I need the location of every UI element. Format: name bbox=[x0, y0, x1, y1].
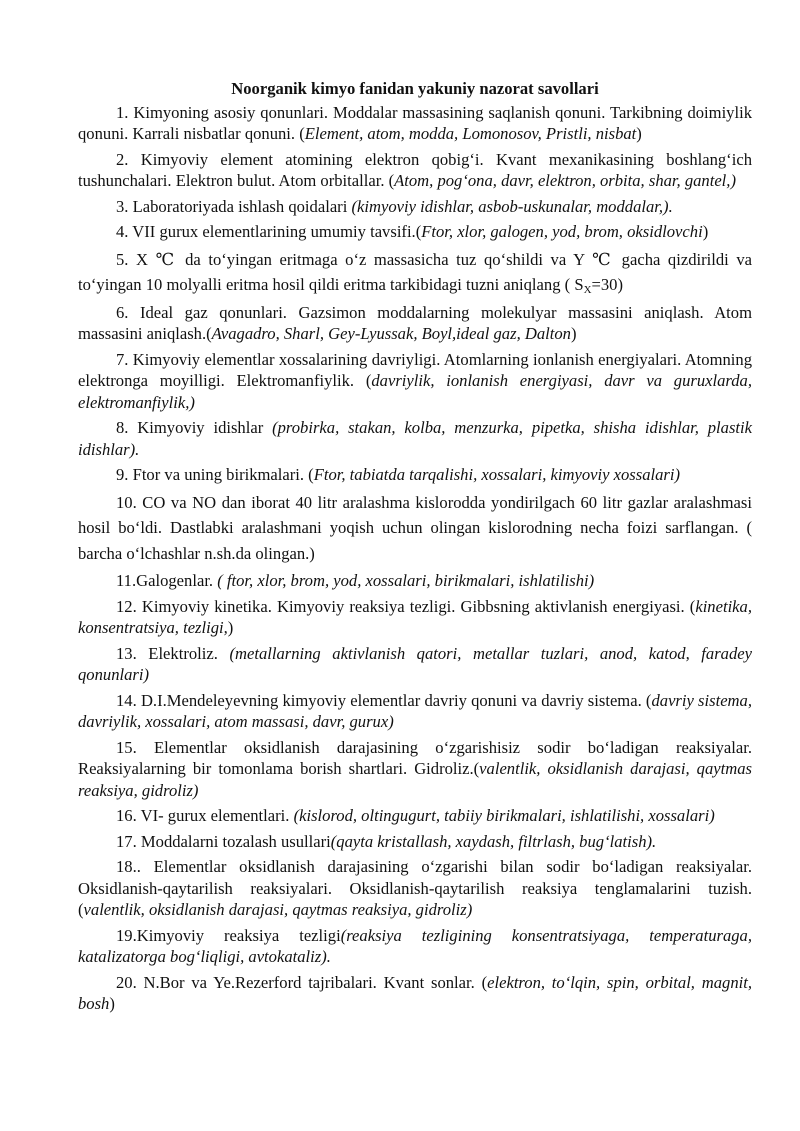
question-2: 2. Kimyoviy element atomining elektron qobig‘i. Kvant mexanikasining boshlang‘ich tushunchalari. Elektron bulut. Atom orbitallar. (Atom, pog‘ona, davr, elektron, orbita, shar, gantel,) bbox=[78, 149, 752, 190]
question-14: 14. D.I.Mendeleyevning kimyoviy elementlar davriy qonuni va davriy sistema. (davriy sistema, davriylik, xossalari, atom massasi, davr, gurux) bbox=[78, 690, 752, 731]
question-10: 10. CO va NO dan iborat 40 litr aralashma kislorodda yondirilgach 60 litr gazlar aralashmasi hosil bo‘ldi. Dastlabki aralashmani yoqish uchun olingan kislorodning necha foizi sarflangan. ( barcha o‘lchashlar n.sh.da olingan.) bbox=[78, 492, 752, 563]
question-18: 18.. Elementlar oksidlanish darajasining o‘zgarishi bilan sodir bo‘ladigan reaksiyalar. Oksidlanish-qaytarilish reaksiyalari. Oksidlanish-qaytarilish reaksiya tenglamalarini tuzish. (valentlik, oksidlanish darajasi, qaytmas reaksiya, gidroliz) bbox=[78, 857, 752, 919]
question-1: 1. Kimyoning asosiy qonunlari. Moddalar massasining saqlanish qonuni. Tarkibning doimiylik qonuni. Karrali nisbatlar qonuni. (Element, atom, modda, Lomonosov, Pristli, nisbat) bbox=[78, 102, 752, 143]
question-5: 5. X ℃ da to‘yingan eritmaga o‘z massasicha tuz qo‘shildi va Y ℃ gacha qizdirildi va to‘yingan 10 molyalli eritma hosil qildi eritma tarkibidagi tuzni aniqlang ( $S_X=30$) bbox=[78, 249, 752, 296]
question-4: 4. VII gurux elementlarining umumiy tavsifi.(Ftor, xlor, galogen, yod, brom, oksidlovchi) bbox=[116, 222, 709, 241]
question-11: 11.Galogenlar. ( ftor, xlor, brom, yod, xossalari, birikmalari, ishlatilishi) bbox=[116, 571, 595, 590]
question-15: 15. Elementlar oksidlanish darajasining o‘zgarishisiz sodir bo‘ladigan reaksiyalar. Reaksiyalarning bir tomonlama borish shartlari. Gidroliz.(valentlik, oksidlanish darajasi, qaytmas reaksiya, gidroliz) bbox=[78, 737, 752, 800]
question-19: 19.Kimyoviy reaksiya tezligi(reaksiya tezligining konsentratsiyaga, temperaturaga, katalizatorga bog‘liqligi, avtokataliz). bbox=[78, 925, 753, 966]
question-3: 3. Laboratoriyada ishlash qoidalari (kimyoviy idishlar, asbob-uskunalar, moddalar,). bbox=[116, 196, 673, 216]
question-13: 13. Elektroliz. (metallarning aktivlanish qatori, metallar tuzlari, anod, katod, faradey qonunlari) bbox=[78, 643, 752, 684]
question-6: 6. Ideal gaz qonunlari. Gazsimon moddalarning molekulyar massasini aniqlash. Atom massasini aniqlash.(Avagadro, Sharl, Gey-Lyussak, Boyl,ideal gaz, Dalton) bbox=[78, 302, 752, 343]
question-20: 20. N.Bor va Ye.Rezerford tajribalari. Kvant sonlar. (elektron, to‘lqin, spin, orbital, magnit, bosh) bbox=[78, 972, 752, 1013]
question-8: 8. Kimyoviy idishlar (probirka, stakan, kolba, menzurka, pipetka, shisha idishlar, plastik idishlar). bbox=[78, 418, 752, 459]
question-9: 9. Ftor va uning birikmalari. (Ftor, tabiatda tarqalishi, xossalari, kimyoviy xossalari) bbox=[116, 465, 680, 484]
question-12: 12. Kimyoviy kinetika. Kimyoviy reaksiya tezligi. Gibbsning aktivlanish energiyasi. (kinetika, konsentratsiya, tezligi,) bbox=[78, 596, 752, 637]
question-16: 16. VI- gurux elementlari. (kislorod, oltingugurt, tabiiy birikmalari, ishlatilishi, xossalari) bbox=[116, 806, 715, 825]
question-17: 17. Moddalarni tozalash usullari(qayta kristallash, xaydash, filtrlash, bug‘latish). bbox=[116, 831, 657, 851]
document-title: Noorganik kimyo fanidan yakuniy nazorat savollari bbox=[231, 79, 599, 98]
question-7: 7. Kimyoviy elementlar xossalarining davriyligi. Atomlarning ionlanish energiyalari. Atomning elektronga moyilligi. Elektromanfiylik. (davriylik, ionlanish energiyasi, davr va guruxlarda, elektromanfiylik,) bbox=[78, 349, 753, 412]
